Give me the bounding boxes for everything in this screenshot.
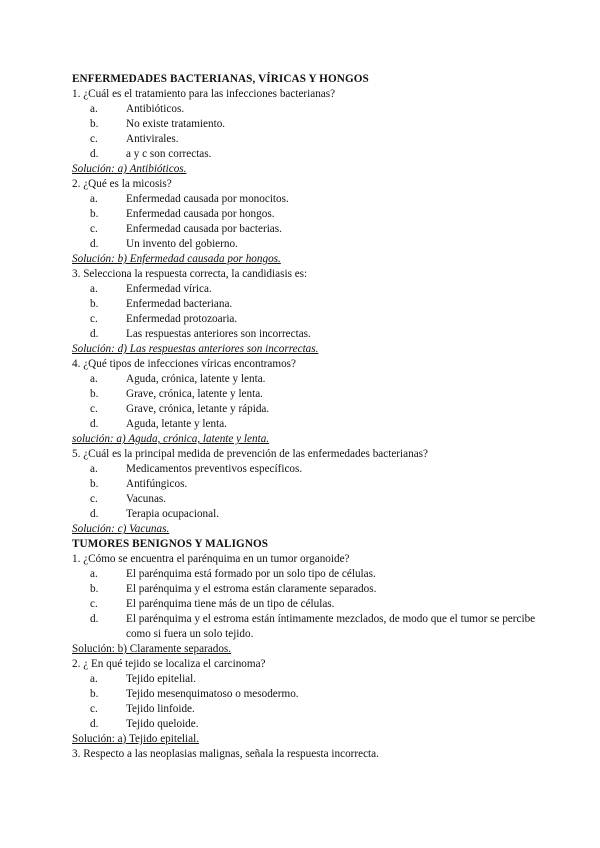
option-a: a. Enfermedad vírica. <box>90 283 212 295</box>
option-a: a. Tejido epitelial. <box>90 673 197 685</box>
option-c: c. Enfermedad causada por bacterias. <box>90 223 282 235</box>
question-text: 2. ¿ En qué tejido se localiza el carcinoma? <box>72 658 266 670</box>
option-a: a. Antibióticos. <box>90 103 185 115</box>
question-text: 1. ¿Cómo se encuentra el parénquima en un tumor organoide? <box>72 553 350 565</box>
option-d: d. Aguda, letante y lenta. <box>90 418 227 430</box>
question-text: 5. ¿Cuál es la principal medida de prevención de las enfermedades bacterianas? <box>72 448 428 460</box>
option-b: b. Antifúngicos. <box>90 478 188 490</box>
option-d: d. Terapia ocupacional. <box>90 508 220 520</box>
option-a: a. Enfermedad causada por monocitos. <box>90 193 289 205</box>
option-c: c. Enfermedad protozoaria. <box>90 313 238 325</box>
section-infections <box>72 72 542 537</box>
solution-text: Solución: b) Enfermedad causada por hongos. <box>72 253 281 265</box>
section-title: TUMORES BENIGNOS Y MALIGNOS <box>72 538 269 550</box>
solution-text: solución: a) Aguda, crónica, latente y lenta. <box>72 433 270 445</box>
option-b: b. Enfermedad causada por hongos. <box>90 208 275 220</box>
question-block <box>72 87 542 177</box>
option-b: b. El parénquima y el estroma están claramente separados. <box>90 583 377 595</box>
question-block <box>72 552 542 657</box>
option-d: d. El parénquima y el estroma están íntimamente mezclados, de modo que el tumor se percibe como si fuera un solo tejido. <box>90 613 536 640</box>
option-d: d. Las respuestas anteriores son incorrectas. <box>90 328 311 340</box>
question-block <box>72 447 542 537</box>
option-a: a. El parénquima está formado por un solo tipo de células. <box>90 568 376 580</box>
question-text: 2. ¿Qué es la micosis? <box>72 178 172 190</box>
option-b: b. No existe tratamiento. <box>90 118 226 130</box>
option-d: d. Tejido queloide. <box>90 718 199 730</box>
option-a: a. Medicamentos preventivos específicos. <box>90 463 303 475</box>
solution-text: Solución: b) Claramente separados. <box>72 643 232 655</box>
option-b: b. Grave, crónica, latente y lenta. <box>90 388 263 400</box>
solution-text: Solución: a) Tejido epitelial. <box>72 733 200 745</box>
solution-text: Solución: d) Las respuestas anteriores son incorrectas. <box>72 343 319 355</box>
option-a: a. Aguda, crónica, latente y lenta. <box>90 373 266 385</box>
question-block <box>72 657 542 747</box>
option-c: c. Tejido linfoide. <box>90 703 195 715</box>
option-c: c. Grave, crónica, letante y rápida. <box>90 403 270 415</box>
question-text: 3. Respecto a las neoplasias malignas, señala la respuesta incorrecta. <box>72 748 379 760</box>
question-block <box>72 357 542 447</box>
option-b: b. Tejido mesenquimatoso o mesodermo. <box>90 688 299 700</box>
option-b: b. Enfermedad bacteriana. <box>90 298 233 310</box>
question-text: 1. ¿Cuál es el tratamiento para las infecciones bacterianas? <box>72 88 336 100</box>
section-tumors <box>72 537 542 762</box>
section-title: ENFERMEDADES BACTERIANAS, VÍRICAS Y HONGOS <box>72 73 369 85</box>
solution-text: Solución: a) Antibióticos. <box>72 163 187 175</box>
question-text: 3. Selecciona la respuesta correcta, la candidiasis es: <box>72 268 308 280</box>
option-d: d. a y c son correctas. <box>90 148 212 160</box>
question-block <box>72 267 542 357</box>
solution-text: Solución: c) Vacunas. <box>72 523 170 535</box>
document-page <box>72 72 542 762</box>
option-c: c. El parénquima tiene más de un tipo de células. <box>90 598 335 610</box>
question-block <box>72 177 542 267</box>
question-block <box>72 747 542 762</box>
option-c: c. Vacunas. <box>90 493 167 505</box>
question-text: 4. ¿Qué tipos de infecciones víricas encontramos? <box>72 358 296 370</box>
option-d: d. Un invento del gobierno. <box>90 238 238 250</box>
option-c: c. Antivirales. <box>90 133 179 145</box>
